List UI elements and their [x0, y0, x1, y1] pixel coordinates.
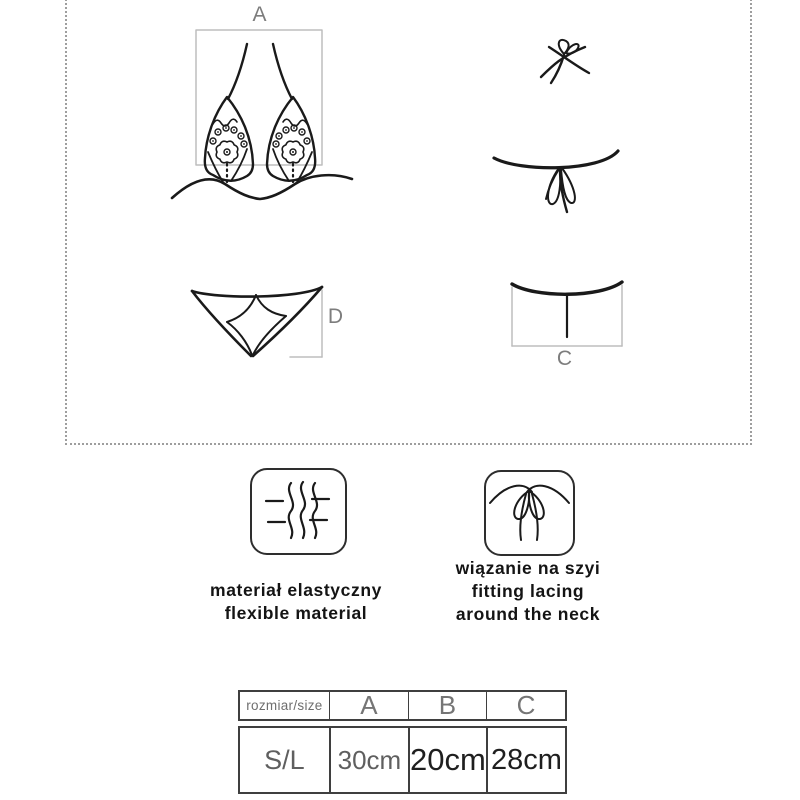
- header-cell-b: B: [408, 692, 486, 719]
- cell-a-value: 30cm: [329, 728, 408, 792]
- size-table-data-row: [238, 726, 567, 794]
- measure-label-c: C: [556, 347, 574, 370]
- neck-lacing-icon: [484, 470, 575, 556]
- elastic-material-caption: [176, 579, 416, 625]
- caption-line: around the neck: [455, 604, 601, 624]
- size-table-header-row: [238, 690, 567, 721]
- measure-label-a: A: [252, 3, 268, 26]
- caption-line: flexible material: [224, 603, 368, 623]
- header-cell-a: A: [329, 692, 408, 719]
- bra-back-drawing: [494, 40, 618, 212]
- panty-back-drawing: [512, 282, 622, 346]
- cell-b-value: 20cm: [408, 728, 486, 792]
- caption-line: fitting lacing: [471, 581, 585, 601]
- bra-front-drawing: [172, 30, 352, 199]
- header-cell-size: rozmiar/size: [246, 698, 323, 713]
- measure-a-bracket: [196, 30, 322, 165]
- header-cell-c: C: [486, 692, 565, 719]
- cell-size-value: S/L: [264, 744, 305, 775]
- size-table: [238, 690, 567, 794]
- caption-line: wiązanie na szyi: [455, 558, 601, 578]
- panty-front-drawing: [192, 287, 322, 357]
- caption-line: materiał elastyczny: [210, 580, 382, 600]
- neck-lacing-caption: [424, 557, 632, 626]
- elastic-material-icon: [250, 468, 347, 555]
- cell-c-value: 28cm: [486, 728, 565, 792]
- measure-label-d: D: [327, 305, 345, 328]
